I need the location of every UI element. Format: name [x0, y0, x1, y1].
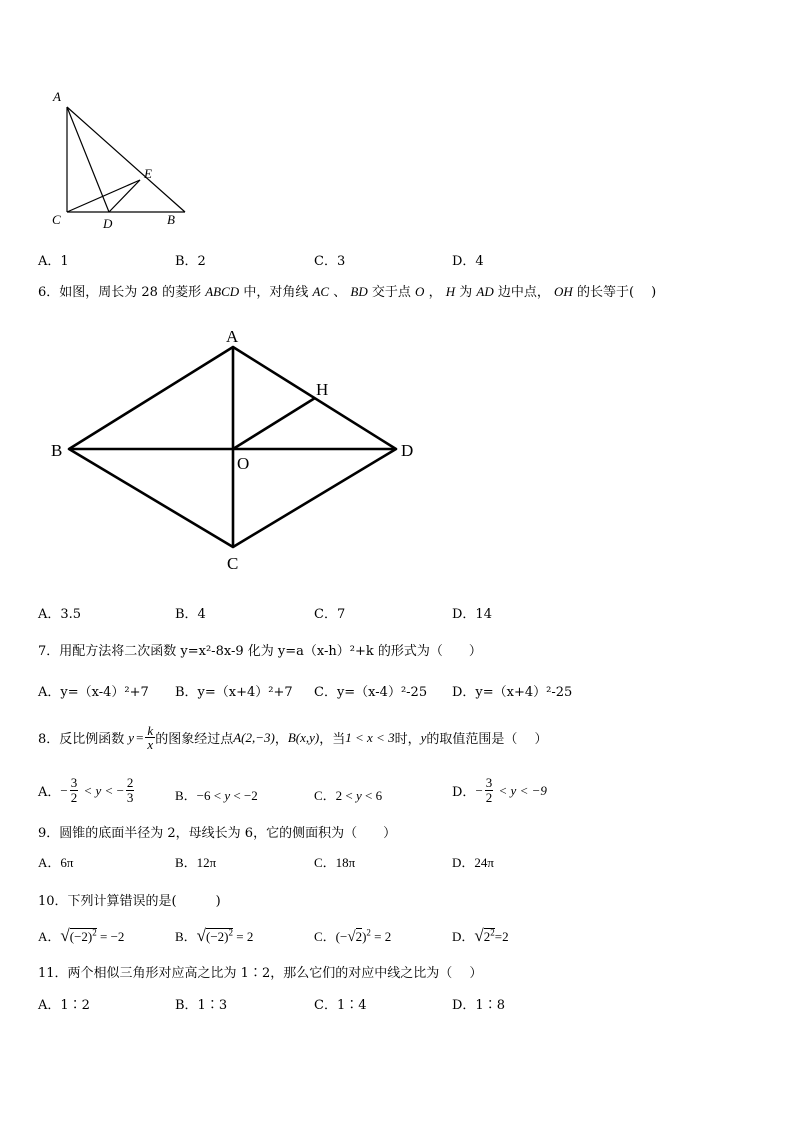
q8-var: y: [420, 729, 427, 745]
q8-prefix: 8．反比例函数: [38, 732, 125, 747]
q6-text-7: 交于点: [371, 285, 411, 300]
rhombus-label-d: D: [401, 441, 414, 460]
q9-option-d[interactable]: D．24π: [452, 855, 494, 870]
q6-option-d[interactable]: D．14: [452, 607, 492, 622]
q6-text-14: OH: [554, 284, 573, 299]
q6-text-13: 边中点，: [497, 285, 550, 300]
q8-cond: 1 < x < 3: [345, 729, 395, 745]
q8-option-d[interactable]: D． − $\frac{3}{2}$ < y < −9: [452, 775, 547, 805]
q8-point-a: A(2,−3): [233, 729, 275, 745]
q8-function-fraction: $\frac{k}{x}$: [147, 723, 154, 752]
rhombus-label-c: C: [227, 554, 239, 573]
q9-option-b[interactable]: B．12π: [175, 855, 217, 870]
q11-question: 11．两个相似三角形对应高之比为 1∶2，那么它们的对应中线之比为（ ）: [38, 966, 483, 981]
label-c: C: [52, 212, 61, 227]
q7-option-c[interactable]: C．y=（x-4）²-25: [314, 685, 428, 700]
q5-option-c[interactable]: C．3: [314, 254, 346, 269]
q8-cond-pre: ，当: [319, 732, 346, 747]
q8-suffix: 的取值范围是（ ）: [426, 732, 548, 747]
rhombus-label-h: H: [316, 380, 329, 399]
triangle-figure: [40, 85, 200, 235]
q6-option-b[interactable]: B．4: [175, 607, 206, 622]
q10-option-a[interactable]: A．$√(-2)^2 = -2$: [38, 926, 125, 945]
q5-option-a[interactable]: A．1: [38, 254, 69, 269]
q11-option-a[interactable]: A．1∶2: [38, 998, 90, 1013]
q6-text-5: 、: [333, 285, 347, 300]
q6-option-c[interactable]: C．7: [314, 607, 346, 622]
label-b: B: [167, 212, 175, 227]
label-d: D: [103, 216, 113, 231]
q6-text-4: AC: [312, 284, 330, 299]
q5-option-d[interactable]: D．4: [452, 254, 484, 269]
q10-option-b[interactable]: B．$√(-2)^2 = 2$: [175, 926, 254, 945]
q8-option-b[interactable]: B．−6 < y < −2: [175, 788, 258, 803]
q8-option-c[interactable]: C．2 < y < 6: [314, 788, 383, 803]
q8-cond-post: 时，: [394, 732, 421, 747]
q9-question: 9．圆锥的底面半径为 2，母线长为 6，它的侧面积为（ ）: [38, 826, 397, 841]
q6-text-10: H: [445, 284, 456, 299]
q6-text-11: 为: [459, 285, 473, 300]
q8-option-a[interactable]: A． − $\frac{3}{2}$ < y < − $\frac{2}{3}$: [38, 775, 134, 805]
q6-text-3: 中，对角线: [243, 285, 309, 300]
q6-text-15: 的长等于( ): [576, 285, 657, 300]
q11-option-c[interactable]: C．1∶4: [314, 998, 367, 1013]
q10-option-d[interactable]: D．$√2^2=2$: [452, 926, 509, 945]
q9-option-c[interactable]: C．18π: [314, 855, 356, 870]
q7-question: 7．用配方法将二次函数 y=x²-8x-9 化为 y=a（x-h）²+k 的形式为（ ）: [38, 644, 482, 659]
q10-question: 10．下列计算错误的是( ): [38, 894, 221, 909]
q11-option-d[interactable]: D．1∶8: [452, 998, 505, 1013]
q6-question: [38, 281, 656, 300]
q6-text-8: O: [415, 284, 425, 299]
q8-mid: 的图象经过点: [155, 732, 234, 747]
q6-text-12: AD: [476, 284, 494, 299]
q9-option-a[interactable]: A．6π: [38, 855, 74, 870]
q6-text-1: 6．如图，周长为 28 的菱形: [38, 285, 202, 300]
q8-function-y: y: [128, 729, 135, 745]
rhombus-figure: [40, 322, 430, 582]
rhombus-label-a: A: [226, 327, 239, 346]
q6-text-6: BD: [350, 284, 368, 299]
rhombus-label-b: B: [51, 441, 63, 460]
q7-option-d[interactable]: D．y=（x+4）²-25: [452, 685, 573, 700]
q8-equals: =: [136, 729, 144, 745]
q8-sep: ，: [274, 732, 288, 747]
q6-option-a[interactable]: A．3.5: [38, 607, 82, 622]
q6-text-2: ABCD: [205, 284, 240, 299]
rhombus-label-o: O: [237, 454, 250, 473]
label-e: E: [144, 166, 152, 181]
q5-option-b[interactable]: B．2: [175, 254, 206, 269]
label-a: A: [53, 89, 61, 104]
q7-option-a[interactable]: A．y=（x-4）²+7: [38, 685, 149, 700]
q10-option-c[interactable]: C．$(-√2)^2 = 2$: [314, 927, 392, 945]
q6-text-9: ，: [428, 285, 442, 300]
q11-option-b[interactable]: B．1∶3: [175, 998, 228, 1013]
q8-point-b: B(x,y): [287, 729, 320, 745]
q8-question: [38, 724, 548, 751]
q7-option-b[interactable]: B．y=（x+4）²+7: [175, 685, 293, 700]
